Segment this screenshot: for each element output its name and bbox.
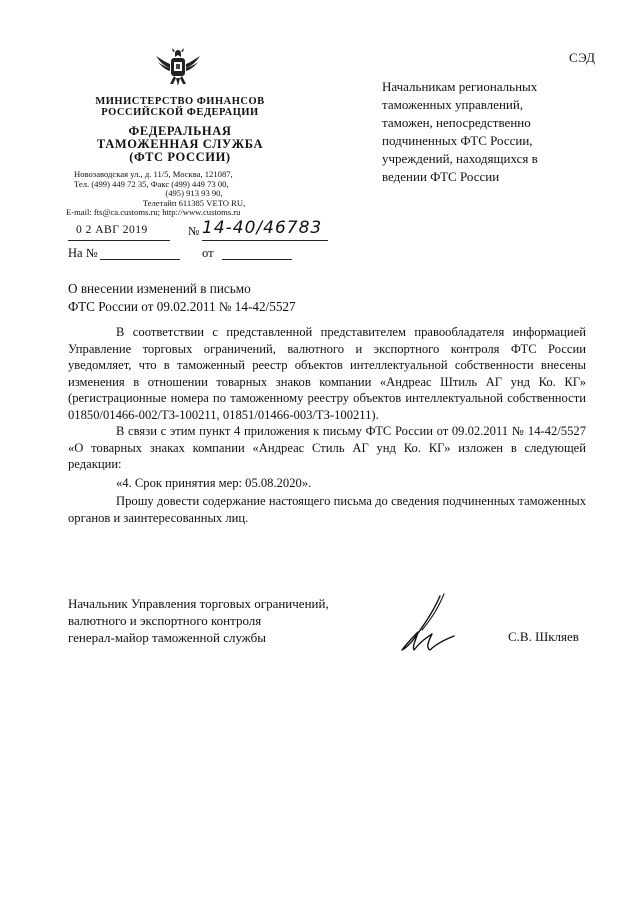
service-line-1: ФЕДЕРАЛЬНАЯ [128, 124, 232, 138]
recipient-line: таможен, непосредственно [382, 115, 531, 130]
service-name [60, 125, 300, 164]
service-line-3: (ФТС РОССИИ) [129, 150, 231, 164]
handwritten-signature [392, 592, 472, 656]
ministry-line-2: РОССИЙСКОЙ ФЕДЕРАЦИИ [101, 107, 259, 118]
signatory-name: С.В. Шкляев [508, 629, 579, 644]
position-line: Начальник Управления торговых ограничений, [68, 596, 329, 611]
recipient-line: ведении ФТС России [382, 169, 500, 184]
subject-line-2: ФТС России от 09.02.2011 № 14-42/5527 [68, 299, 296, 314]
reply-number-label: На № [68, 246, 98, 260]
position-line: генерал-майор таможенной службы [68, 630, 266, 645]
subject-line-1: О внесении изменений в письмо [68, 281, 251, 296]
recipient-line: таможенных управлений, [382, 97, 524, 112]
letter-body [68, 324, 586, 526]
body-paragraph-amendment: В связи с этим пункт 4 приложения к письму ФТС России от 09.02.2011 № 14-42/5527 «О товарных знаках компании «Андреас Стиль АГ унд Ко. КГ» изложен в следующей редакции: [68, 424, 586, 471]
recipient-block [382, 78, 612, 186]
body-paragraph-term: «4. Срок принятия мер: 05.08.2020». [116, 475, 312, 490]
state-emblem-icon [150, 44, 206, 90]
service-line-2: ТАМОЖЕННАЯ СЛУЖБА [96, 137, 264, 151]
recipient-line: подчиненных ФТС России, [382, 133, 533, 148]
contact-address [66, 169, 314, 218]
ministry-name [60, 96, 300, 118]
reply-from-label: от [202, 246, 214, 260]
number-prefix: № [188, 224, 200, 238]
phone-line: (495) 913 93 90, [165, 188, 223, 198]
registration-date: 0 2 АВГ 2019 [76, 224, 148, 236]
email-web-line: E-mail: fts@ca.customs.ru; http://www.customs.ru [66, 207, 241, 217]
body-paragraph-request: Прошу довести содержание настоящего письма до сведения подчиненных таможенных органов и заинтересованных лиц. [68, 494, 586, 525]
ministry-line-1: МИНИСТЕРСТВО ФИНАНСОВ [95, 96, 265, 107]
address-line: Новозаводская ул., д. 11/5, Москва, 121087, [74, 169, 233, 179]
registration-row [68, 218, 368, 242]
document-system-mark: СЭД [569, 50, 596, 65]
body-paragraph-notice: В соответствии с представленной представителем правообладателя информацией Управление торговых ограничений, валютного и экспортного контроля ФТС России уведомляет, что в таможенный реестр объектов интеллектуальной собственности внесены изменения в отношении товарных знаков компании «Андреас Штиль АГ унд Ко. КГ» (регистрационные номера по таможенному реестру объектов интеллектуальной собственности 01850/01466-002/ТЗ-100211, 01851/01466-003/ТЗ-100211). [68, 325, 586, 422]
registration-number: 14-40/46783 [202, 218, 323, 238]
letter-subject [68, 280, 368, 316]
recipient-line: учреждений, находящихся в [382, 151, 538, 166]
position-line: валютного и экспортного контроля [68, 613, 262, 628]
reply-reference-row [68, 246, 368, 264]
teletype-line: Телетайп 611385 VETO RU, [142, 197, 246, 208]
signatory-position [68, 595, 368, 646]
recipient-line: Начальникам региональных [382, 79, 538, 94]
phone-fax-line: Тел. (499) 449 72 35, Факс (499) 449 73 00, [74, 178, 229, 189]
